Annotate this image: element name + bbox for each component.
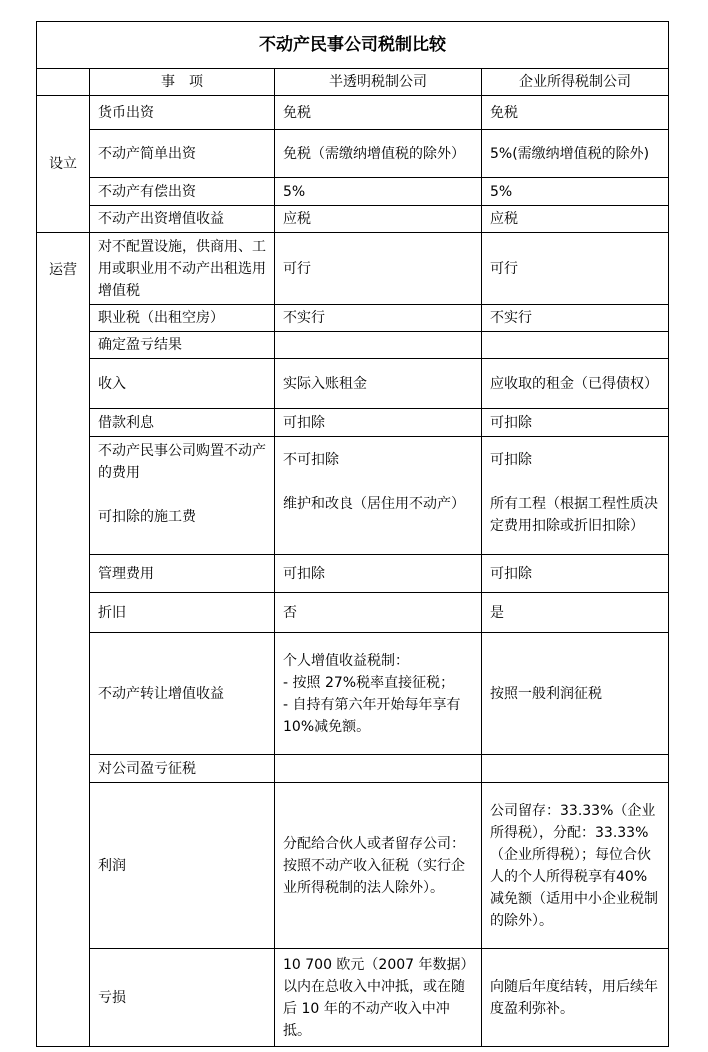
cell-semi: 分配给合伙人或者留存公司：按照不动产收入征税（实行企业所得税制的法人除外）。 bbox=[275, 783, 482, 949]
cell-corp: 是 bbox=[482, 593, 669, 633]
cell-semi: 可扣除 bbox=[275, 409, 482, 437]
header-semi-transparent: 半透明税制公司 bbox=[275, 69, 482, 96]
purchase-cost-corp: 可扣除 bbox=[490, 452, 532, 468]
header-item: 事 项 bbox=[90, 69, 275, 96]
cell-semi: 应税 bbox=[275, 206, 482, 233]
row-label: 货币出资 bbox=[90, 96, 275, 130]
cell-corp bbox=[482, 332, 669, 359]
row-label: 不动产简单出资 bbox=[90, 130, 275, 178]
construction-cost-label: 可扣除的施工费 bbox=[98, 509, 196, 525]
cell-corp: 应收取的租金（已得债权） bbox=[482, 359, 669, 409]
cell-corp: 向随后年度结转，用后续年度盈利弥补。 bbox=[482, 949, 669, 1047]
row-label: 不动产出资增值收益 bbox=[90, 206, 275, 233]
table-title: 不动产民事公司税制比较 bbox=[37, 22, 669, 69]
row-label: 利润 bbox=[90, 783, 275, 949]
row-label: 确定盈亏结果 bbox=[90, 332, 275, 359]
cell-semi: 可行 bbox=[275, 233, 482, 305]
header-corporate-tax: 企业所得税制公司 bbox=[482, 69, 669, 96]
capital-gain-line: 个人增值收益税制： bbox=[283, 652, 409, 669]
row-label: 对不配置设施，供商用、工用或职业用不动产出租选用增值税 bbox=[90, 233, 275, 305]
row-label: 收入 bbox=[90, 359, 275, 409]
cell-corp: 5%(需缴纳增值税的除外) bbox=[482, 130, 669, 178]
cell-semi: 5% bbox=[275, 178, 482, 206]
cell-corp: 不实行 bbox=[482, 305, 669, 332]
cell-semi: 实际入账租金 bbox=[275, 359, 482, 409]
cell-semi: 不实行 bbox=[275, 305, 482, 332]
construction-cost-corp: 所有工程（根据工程性质决定费用扣除或折旧扣除） bbox=[490, 496, 658, 534]
row-label: 亏损 bbox=[90, 949, 275, 1047]
cell-corp: 可扣除 bbox=[482, 555, 669, 593]
row-label: 职业税（出租空房） bbox=[90, 305, 275, 332]
row-label: 折旧 bbox=[90, 593, 275, 633]
cell-corp: 按照一般利润征税 bbox=[482, 633, 669, 755]
cell-semi bbox=[275, 633, 482, 755]
cell-semi bbox=[275, 332, 482, 359]
row-label: 对公司盈亏征税 bbox=[90, 755, 275, 783]
corner-cell bbox=[37, 69, 90, 96]
capital-gain-line: - 按照 27%税率直接征税； bbox=[283, 674, 455, 691]
row-label: 不动产转让增值收益 bbox=[90, 633, 275, 755]
tax-comparison-table bbox=[36, 21, 669, 1047]
row-label: 管理费用 bbox=[90, 555, 275, 593]
section-operation: 运营 bbox=[37, 233, 90, 1047]
cell-corp: 可行 bbox=[482, 233, 669, 305]
row-label: 不动产有偿出资 bbox=[90, 178, 275, 206]
purchase-cost-semi: 不可扣除 bbox=[283, 452, 339, 468]
construction-cost-semi: 维护和改良（居住用不动产） bbox=[283, 496, 465, 512]
section-setup: 设立 bbox=[37, 96, 90, 233]
cell-corp bbox=[482, 437, 669, 555]
cell-semi: 可扣除 bbox=[275, 555, 482, 593]
cell-semi: 10 700 欧元（2007 年数据）以内在总收入中冲抵，或在随后 10 年的不动产收入中冲抵。 bbox=[275, 949, 482, 1047]
cell-corp: 公司留存：33.33%（企业所得税），分配：33.33%（企业所得税）；每位合伙人的个人所得税享有40%减免额（适用中小企业税制的除外）。 bbox=[482, 783, 669, 949]
capital-gain-line: - 自持有第六年开始每年享有 10%减免额。 bbox=[283, 696, 461, 735]
cell-corp bbox=[482, 755, 669, 783]
cell-corp: 5% bbox=[482, 178, 669, 206]
cell-semi bbox=[275, 437, 482, 555]
cell-corp: 可扣除 bbox=[482, 409, 669, 437]
purchase-cost-label: 不动产民事公司购置不动产的费用 bbox=[98, 443, 266, 481]
row-label bbox=[90, 437, 275, 555]
row-label: 借款利息 bbox=[90, 409, 275, 437]
cell-semi: 免税 bbox=[275, 96, 482, 130]
cell-semi: 否 bbox=[275, 593, 482, 633]
cell-semi: 免税（需缴纳增值税的除外） bbox=[275, 130, 482, 178]
cell-semi bbox=[275, 755, 482, 783]
cell-corp: 应税 bbox=[482, 206, 669, 233]
cell-corp: 免税 bbox=[482, 96, 669, 130]
